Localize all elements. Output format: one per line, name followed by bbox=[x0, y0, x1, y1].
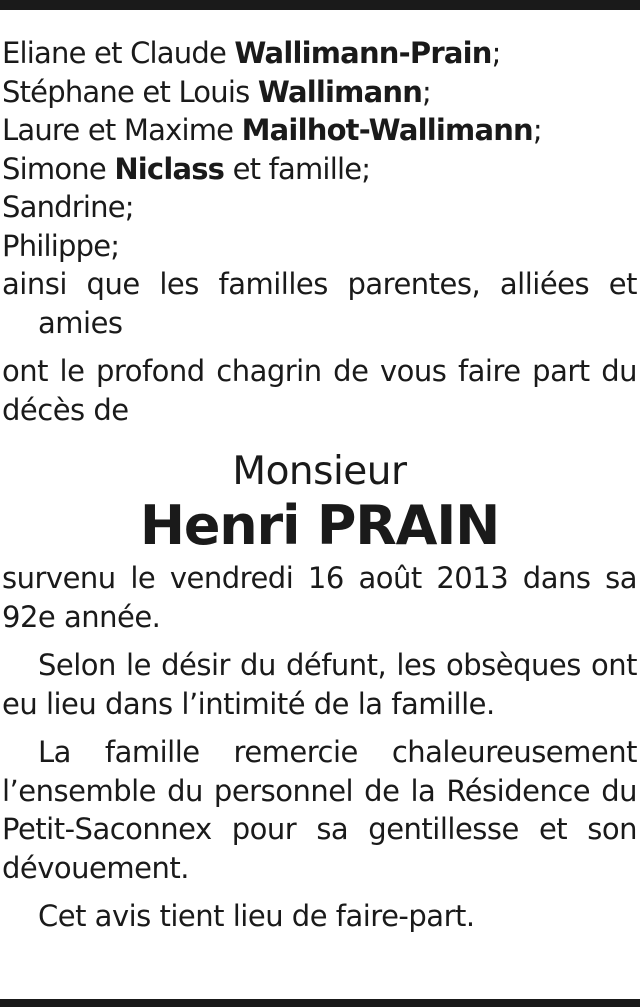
family-surname: Niclass bbox=[114, 151, 225, 186]
family-suffix: ; bbox=[532, 113, 542, 147]
family-suffix: ; bbox=[422, 74, 432, 109]
family-line bbox=[2, 73, 637, 112]
family-line: Sandrine; bbox=[2, 190, 134, 224]
family-line bbox=[2, 111, 637, 150]
family-line: Philippe; bbox=[2, 228, 120, 263]
family-given-names: Eliane et Claude bbox=[2, 36, 235, 70]
bottom-border-rule bbox=[0, 999, 640, 1007]
death-info: survenu le vendredi 16 août 2013 dans sa 92e année. bbox=[2, 561, 637, 634]
family-line bbox=[2, 34, 637, 73]
family-surname: Wallimann-Prain bbox=[234, 36, 492, 70]
allies-line: ainsi que les familles parentes, alliées et amies bbox=[2, 267, 637, 340]
family-surname: Mailhot-Wallimann bbox=[241, 113, 533, 147]
paragraph: Cet avis tient lieu de faire-part. bbox=[38, 899, 475, 933]
paragraph: La famille remercie chaleureusement l’ensemble du personnel de la Résidence du Petit-Saconnex pour sa gentillesse et son dévouement. bbox=[2, 735, 637, 885]
obituary-notice bbox=[2, 34, 637, 936]
family-suffix: ; bbox=[491, 36, 501, 70]
top-border-rule bbox=[0, 0, 640, 10]
family-given-names: Simone bbox=[2, 151, 115, 186]
family-suffix: et famille; bbox=[224, 151, 371, 186]
announcement-text: ont le profond chagrin de vous faire part du décès de bbox=[2, 354, 637, 427]
family-given-names: Stéphane et Louis bbox=[2, 74, 258, 109]
paragraph: Selon le désir du défunt, les obsèques ont eu lieu dans l’intimité de la famille. bbox=[2, 648, 637, 721]
family-line bbox=[2, 150, 637, 189]
family-given-names: Laure et Maxime bbox=[2, 113, 242, 147]
deceased-title: Monsieur bbox=[232, 449, 407, 494]
deceased-name: Henri PRAIN bbox=[139, 494, 500, 557]
family-surname: Wallimann bbox=[257, 74, 423, 109]
